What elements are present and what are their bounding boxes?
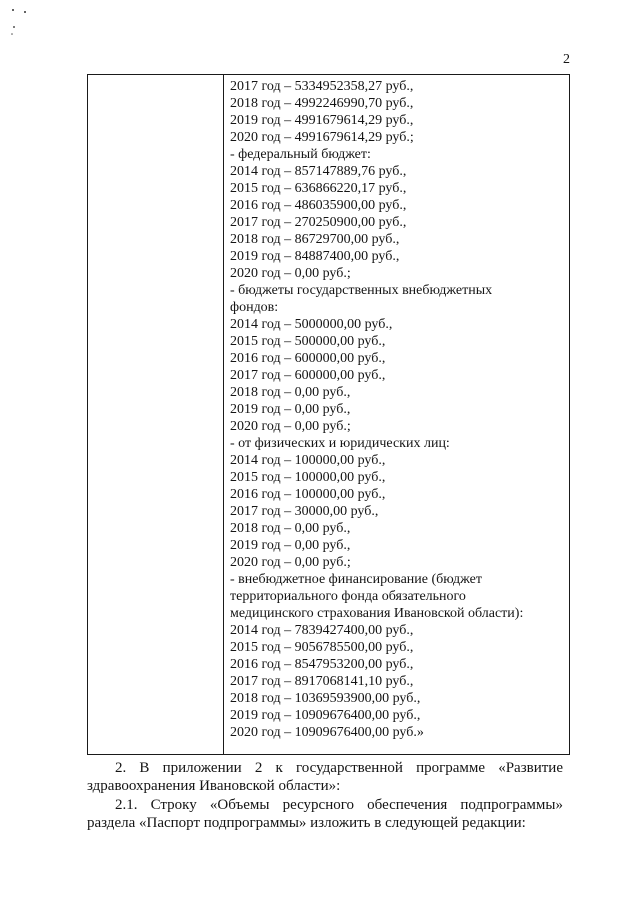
funding-line: 2016 год – 8547953200,00 руб., xyxy=(230,657,414,672)
funding-line: 2018 год – 4992246990,70 руб., xyxy=(230,96,414,111)
funding-line: 2019 год – 84887400,00 руб., xyxy=(230,249,400,264)
paragraph-2-1-line-1: 2.1. Строку «Объемы ресурсного обеспечения подпрограммы» xyxy=(115,797,563,813)
funding-line: 2020 год – 10909676400,00 руб.» xyxy=(230,725,424,740)
funding-line: - федеральный бюджет: xyxy=(230,147,371,162)
funding-line: 2017 год – 270250900,00 руб., xyxy=(230,215,407,230)
funding-line: территориального фонда обязательного xyxy=(230,589,466,604)
funding-line: 2019 год – 4991679614,29 руб., xyxy=(230,113,414,128)
paragraph-2-line-1: 2. В приложении 2 к государственной программе «Развитие xyxy=(115,760,563,776)
funding-line: 2017 год – 5334952358,27 руб., xyxy=(230,79,414,94)
funding-line: - от физических и юридических лиц: xyxy=(230,436,450,451)
paragraph-2-1 xyxy=(87,796,563,832)
paragraph-2-1-line-2: раздела «Паспорт подпрограммы» изложить в следующей редакции: xyxy=(87,815,526,831)
funding-line: медицинского страхования Ивановской области): xyxy=(230,606,524,621)
paragraph-2 xyxy=(87,759,563,795)
funding-line: 2014 год – 7839427400,00 руб., xyxy=(230,623,414,638)
funding-cell xyxy=(230,78,566,741)
funding-line: 2016 год – 100000,00 руб., xyxy=(230,487,386,502)
funding-line: 2015 год – 9056785500,00 руб., xyxy=(230,640,414,655)
funding-line: 2014 год – 857147889,76 руб., xyxy=(230,164,407,179)
page-number: 2 xyxy=(563,52,570,67)
funding-line: 2017 год – 600000,00 руб., xyxy=(230,368,386,383)
funding-line: 2018 год – 10369593900,00 руб., xyxy=(230,691,421,706)
funding-line: 2020 год – 4991679614,29 руб.; xyxy=(230,130,414,145)
funding-line: 2014 год – 5000000,00 руб., xyxy=(230,317,393,332)
funding-line: 2020 год – 0,00 руб.; xyxy=(230,555,351,570)
paragraph-2-line-2: здравоохранения Ивановской области»: xyxy=(87,778,341,794)
funding-line: 2016 год – 600000,00 руб., xyxy=(230,351,386,366)
funding-line: 2018 год – 86729700,00 руб., xyxy=(230,232,400,247)
funding-line: 2019 год – 10909676400,00 руб., xyxy=(230,708,421,723)
table-column-divider xyxy=(223,74,224,755)
funding-line: 2020 год – 0,00 руб.; xyxy=(230,419,351,434)
funding-line: 2018 год – 0,00 руб., xyxy=(230,521,351,536)
funding-line: 2020 год – 0,00 руб.; xyxy=(230,266,351,281)
funding-line: 2014 год – 100000,00 руб., xyxy=(230,453,386,468)
funding-line: фондов: xyxy=(230,300,279,315)
funding-line: 2015 год – 636866220,17 руб., xyxy=(230,181,407,196)
funding-line: 2016 год – 486035900,00 руб., xyxy=(230,198,407,213)
funding-line: - внебюджетное финансирование (бюджет xyxy=(230,572,482,587)
funding-line: 2019 год – 0,00 руб., xyxy=(230,402,351,417)
funding-line: 2017 год – 30000,00 руб., xyxy=(230,504,379,519)
funding-line: 2017 год – 8917068141,10 руб., xyxy=(230,674,414,689)
scan-specks xyxy=(0,0,40,50)
funding-line: 2018 год – 0,00 руб., xyxy=(230,385,351,400)
funding-line: 2015 год – 500000,00 руб., xyxy=(230,334,386,349)
funding-line: 2015 год – 100000,00 руб., xyxy=(230,470,386,485)
funding-line: 2019 год – 0,00 руб., xyxy=(230,538,351,553)
funding-line: - бюджеты государственных внебюджетных xyxy=(230,283,493,298)
